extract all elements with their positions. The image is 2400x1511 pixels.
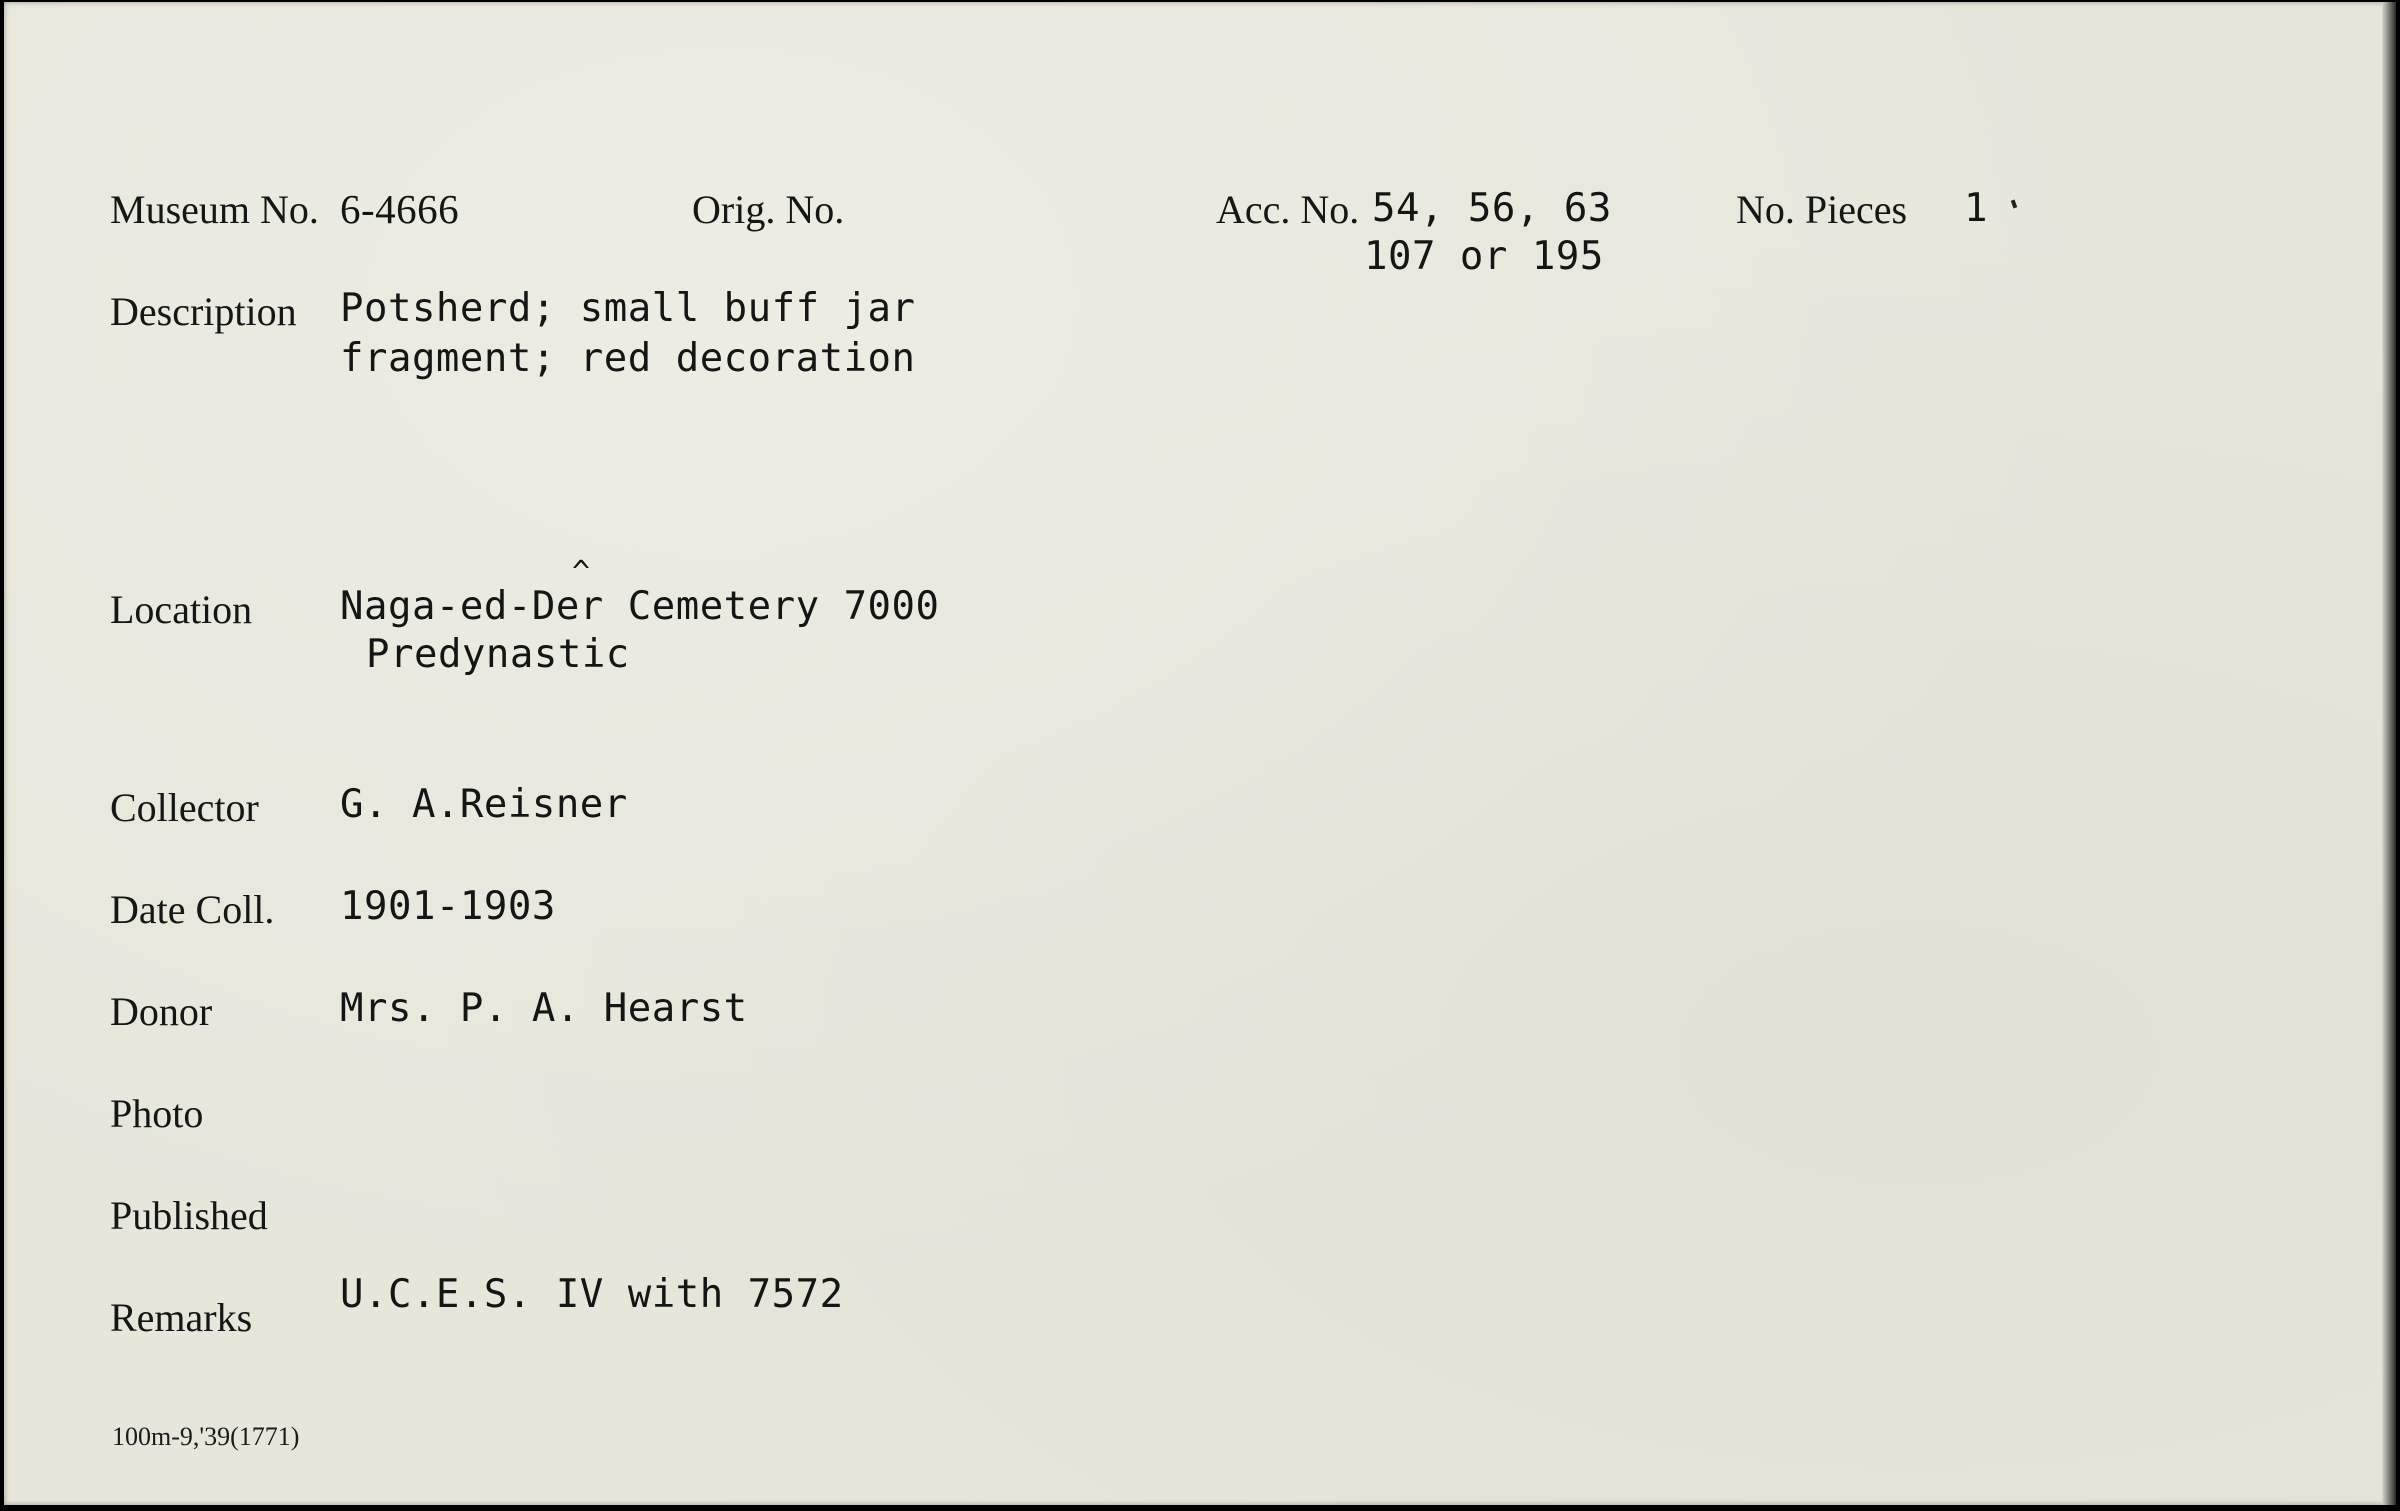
remarks-value: U.C.E.S. IV with 7572 bbox=[340, 1272, 844, 1317]
no-pieces-label: No. Pieces bbox=[1736, 187, 1908, 232]
circumflex-mark: ^ bbox=[572, 555, 591, 590]
description-label: Description bbox=[110, 289, 297, 334]
orig-no-label: Orig. No. bbox=[692, 187, 845, 232]
printer-code: 100m-9,'39(1771) bbox=[112, 1422, 300, 1451]
acc-no-value-line2: 107 or 195 bbox=[1364, 234, 1604, 279]
date-coll-value: 1901-1903 bbox=[340, 884, 556, 929]
donor-label: Donor bbox=[110, 989, 213, 1034]
acc-no-label: Acc. No. bbox=[1216, 187, 1360, 232]
museum-no-label: Museum No. bbox=[110, 187, 319, 232]
card-edge-shadow bbox=[2382, 2, 2396, 1505]
published-label: Published bbox=[110, 1193, 268, 1238]
location-value-line2: Predynastic bbox=[366, 632, 630, 677]
date-coll-label: Date Coll. bbox=[110, 887, 275, 932]
collector-value: G. A.Reisner bbox=[340, 782, 628, 827]
catalog-card bbox=[4, 2, 2396, 1505]
museum-no-value: 6-4666 bbox=[340, 186, 460, 232]
location-value-line1: Naga-ed-Der Cemetery 7000 bbox=[340, 584, 940, 629]
donor-value: Mrs. P. A. Hearst bbox=[340, 986, 748, 1031]
stray-mark bbox=[2011, 200, 2017, 209]
description-value-line1: Potsherd; small buff jar bbox=[340, 286, 916, 331]
photo-label: Photo bbox=[110, 1091, 204, 1136]
description-value-line2: fragment; red decoration bbox=[340, 336, 916, 381]
remarks-label: Remarks bbox=[110, 1295, 253, 1340]
no-pieces-value: 1 bbox=[1964, 186, 1988, 231]
acc-no-value-line1: 54, 56, 63 bbox=[1372, 186, 1612, 231]
collector-label: Collector bbox=[110, 785, 259, 830]
location-label: Location bbox=[110, 587, 253, 632]
